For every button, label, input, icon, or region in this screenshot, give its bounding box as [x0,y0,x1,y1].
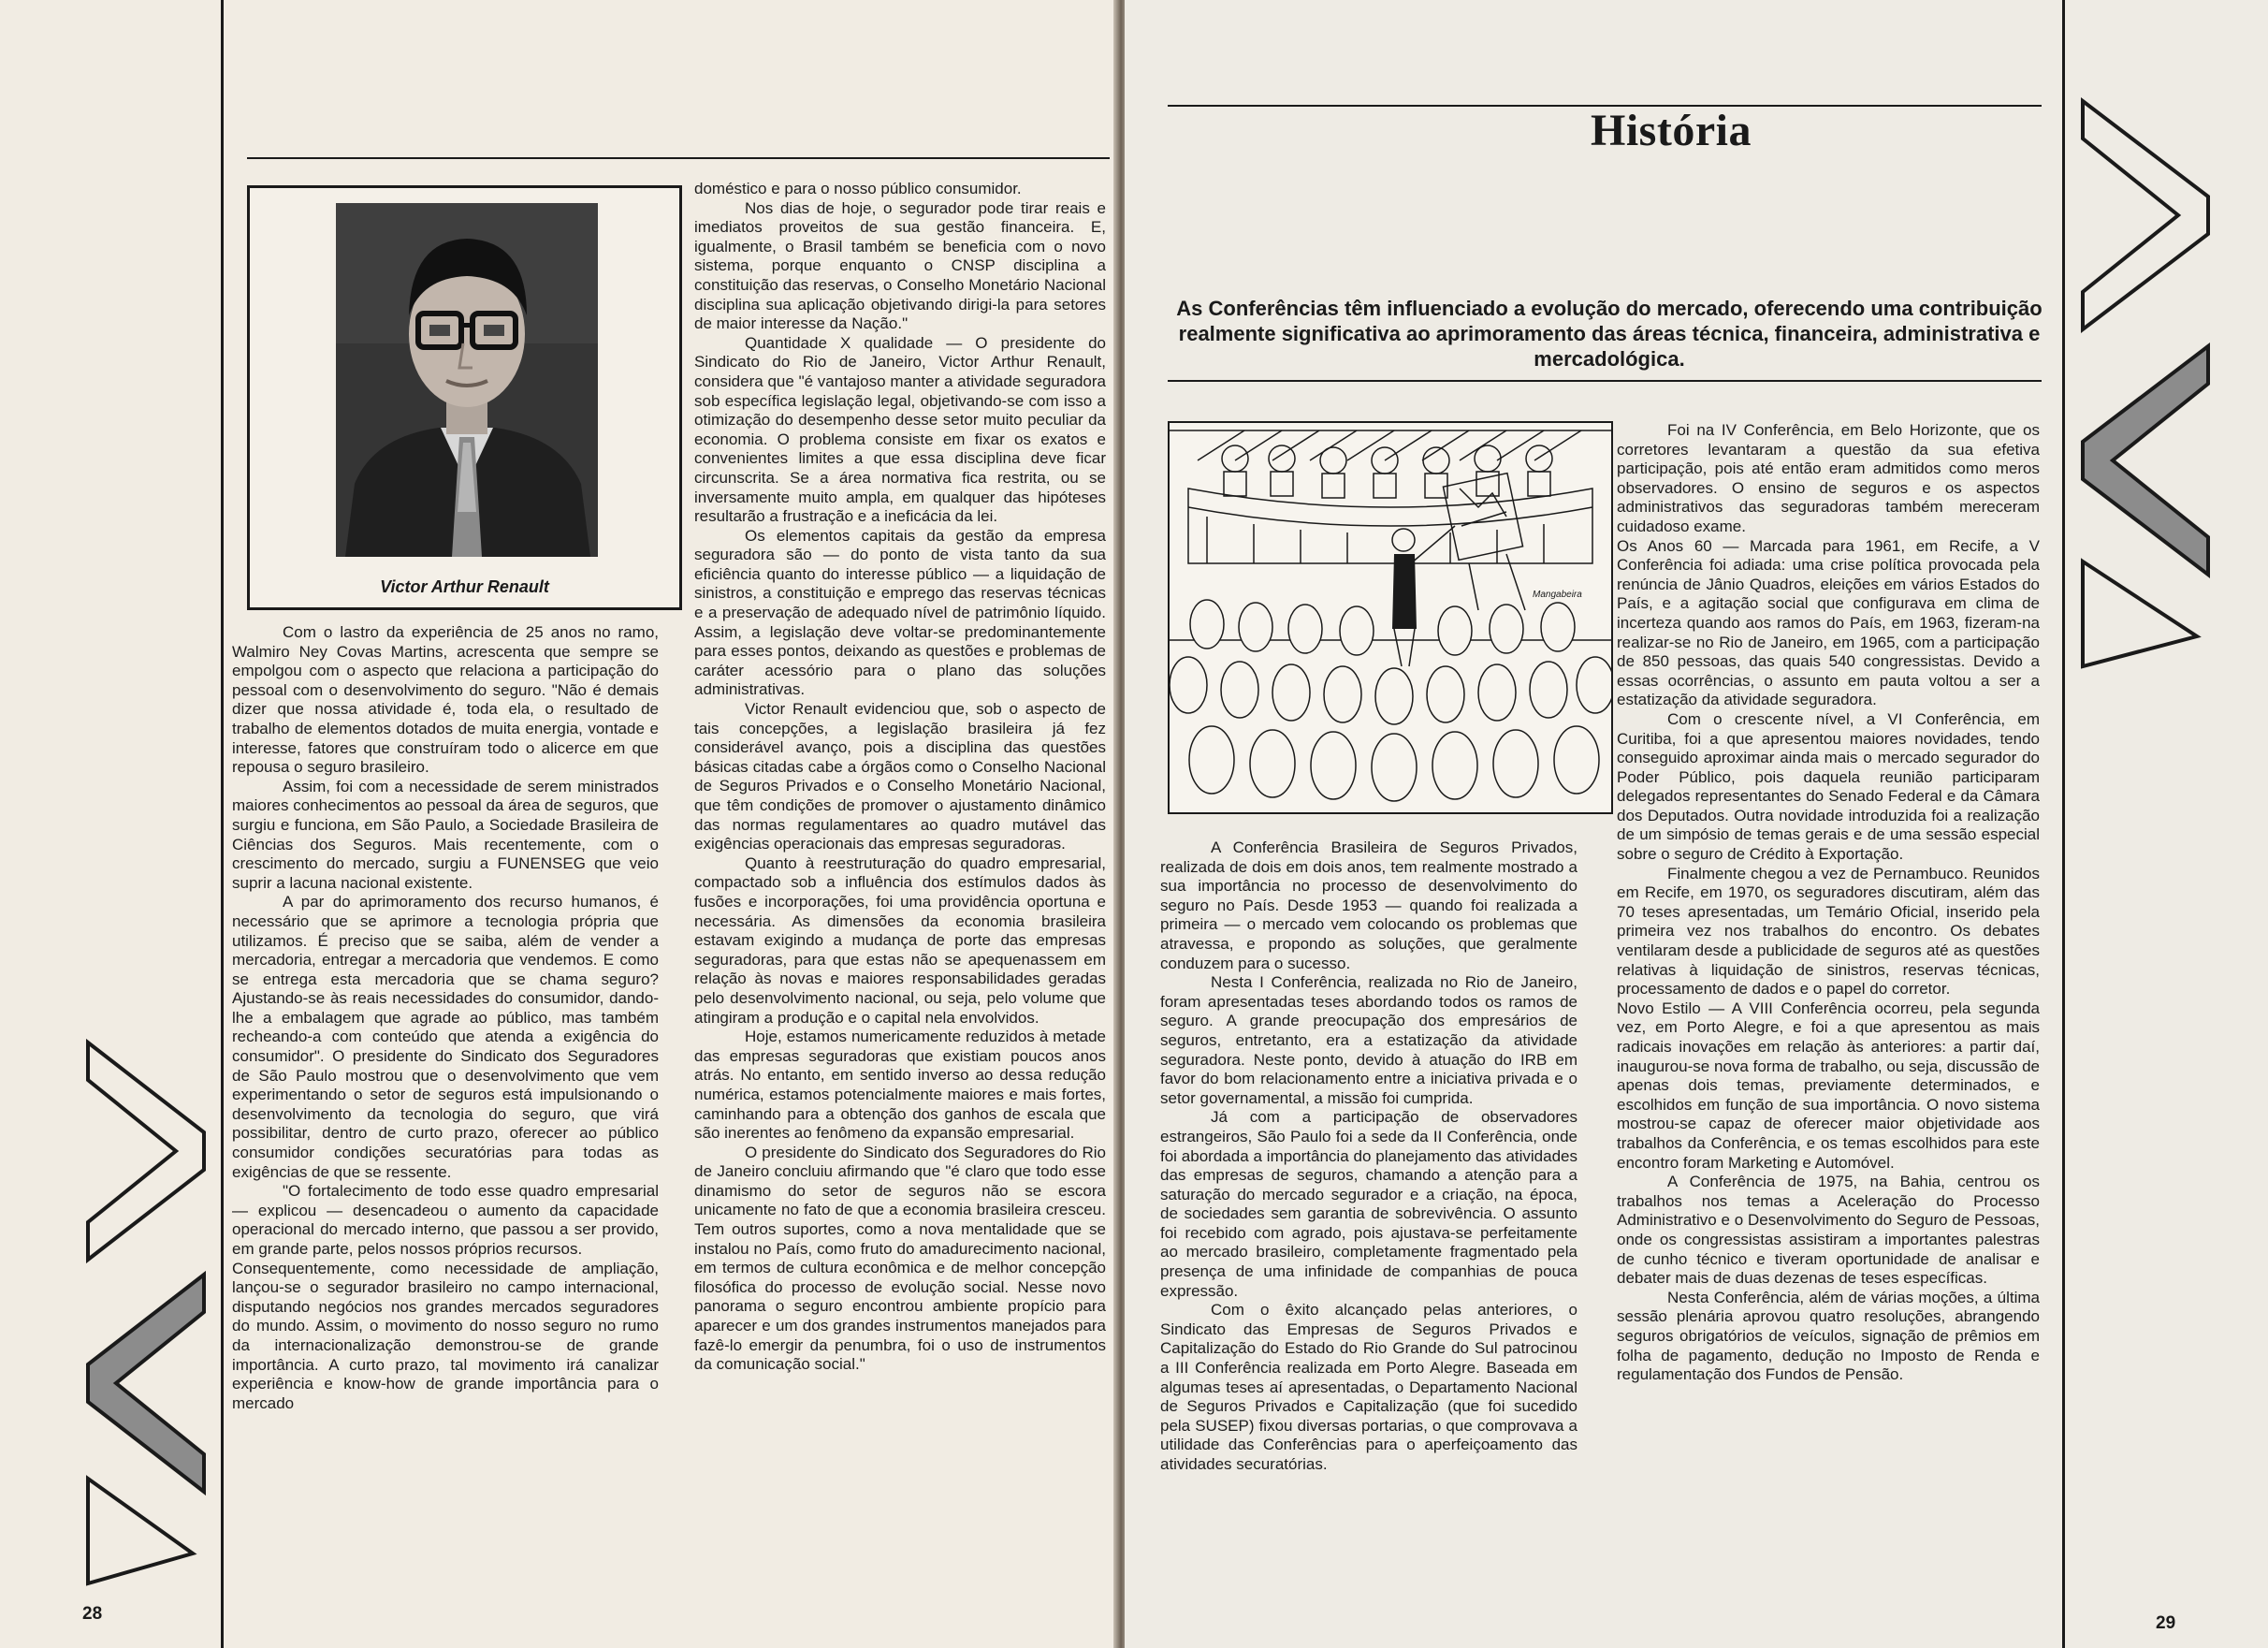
paragraph: Nesta Conferência, além de várias moções, a última sessão plenária aprovou quatro resoluções, abrangendo seguros obrigatórios de veículos, signação de prêmios em folha de pagamento, dedução no Imposto de Renda e regulamentação dos Fundos de Pensão. [1617,1288,2040,1384]
paragraph: Já com a participação de observadores estrangeiros, São Paulo foi a sede da II Conferência, onde foi abordada a importância do planejamento das atividades das empresas de seguros, chamando a atenção para a saturação do mercado segurador e a criação, na época, de sociedades sem garantia de sobrevivência. O assunto foi recebido com agrado, pois ajustava-se perfeitamente ao mercado brasileiro, completamente fragmentado pela presença de uma infinidade de companhias de pouca expressão. [1160,1108,1577,1300]
paragraph: Com o lastro da experiência de 25 anos no ramo, Walmiro Ney Covas Martins, acrescenta que sempre se empolgou com o aspecto que relaciona a participação do pessoal com o desenvolvimento do seguro. "Não é demais dizer que nossa atividade é, toda ela, o resultado de trabalho de elementos dotados de muita energia, vontade e interesse, fatores que construíram todo o alicerce em que repousa o seguro brasileiro. [232,623,659,777]
left-column-1 [232,623,659,1413]
paragraph: A par do aprimoramento dos recurso humanos, é necessário que se aprimore a tecnologia própria que utilizamos. É preciso que se saiba, além de vender a mercadoria, entregar a mercadoria que vendemos. E como se entrega esta mercadoria que se chama seguro? Ajustando-se às reais necessidades do consumidor, dando-lhe a embalagem que agrade ao público, mas também recheando-a com conteúdo que atenda a exigência do consumidor". O presidente do Sindicato dos Seguradores de São Paulo mostrou que o desenvolvimento que vem experimentando o setor de seguros está impulsionando o desenvolvimento da tecnologia do seguro, que virá possibilitar, dentro de curto prazo, oferecer ao público consumidor condições securatórias para todas as exigências de que se ressente. [232,893,659,1181]
portrait-illustration [336,203,598,557]
portrait-caption: Victor Arthur Renault [380,577,549,596]
left-column-2 [694,180,1106,1375]
paragraph: Nesta I Conferência, realizada no Rio de Janeiro, foram apresentadas teses abordando todos os ramos de seguro. A grande preocupação dos empresários de seguros, entretanto, era a estatização da atividade seguradora. Neste ponto, devido à atuação do IRB em favor do bom relacionamento entre a iniciativa privada e o setor governamental, a missão foi cumprida. [1160,973,1577,1107]
left-page [0,0,1117,1648]
conference-cartoon [1168,421,1613,814]
xx-emblem-right [2075,94,2216,674]
cartoon-signature: Mangabeira [1533,590,1582,600]
paragraph: Quanto à reestruturação do quadro empresarial, compactado sob a influência dos estímulos dados às fusões e incorporações, foi uma providência oportuna e necessária. As dimensões da economia brasileira estavam exigindo a mudança de porte das empresas seguradoras, para que estas não se apequenassem em relação às novas e maiores responsabilidades geradas pelo desenvolvimento nacional, ou seja, pelo volume que atingiram a produção e o capital nela envolvidos. [694,853,1106,1027]
deck-headline: As Conferências têm influenciado a evolução do mercado, oferecendo uma contribuição realmente significativa ao aprimoramento das áreas técnica, financeira, administrativa e mercadológica. [1176,297,2043,371]
paragraph: Victor Renault evidenciou que, sob o aspecto de tais concepções, a legislação brasileira já fez considerável avanço, pois a disciplina das questões básicas citadas cabe a órgãos como o Conselho Nacional de Seguros Privados e o Conselho Monetário Nacional, que têm condições de promover o ajustamento dinâmico das normas regulamentares ao quadro mutável das exigências operacionais das empresas seguradoras. [694,700,1106,853]
paragraph: Assim, foi com a necessidade de serem ministrados maiores conhecimentos ao pessoal da área de seguros, que surgiu e funciona, em São Paulo, a Sociedade Brasileira de Ciências dos Seguros. Mais recentemente, com o crescimento do mercado, surgiu a FUNENSEG que veio suprir a lacuna nacional existente. [232,777,659,892]
paragraph: A Conferência Brasileira de Seguros Privados, realizada de dois em dois anos, tem realmente mostrado a sua importância no processo de desenvolvimento do seguro no País. Desde 1953 — quando foi realizada a primeira — o mercado vem colocando os problemas que atravessa, e propondo as soluções, que geralmente conduzem para o sucesso. [1160,839,1577,972]
paragraph: Finalmente chegou a vez de Pernambuco. Reunidos em Recife, em 1970, os seguradores discutiram, além das 70 teses apresentadas, um Temário Oficial, inserido pela primeira vez nos trabalhos do encontro. Os debates ventilaram desde a publicidade de seguros até as questões relativas à liquidação de sinistros, reservas técnicas, processamento de dados e o papel do corretor. [1617,864,2040,999]
left-frame-line [221,0,224,1648]
right-page-number: 29 [2156,1613,2176,1633]
left-page-number: 28 [82,1604,103,1624]
section-title: História [1591,106,1752,155]
paragraph: Foi na IV Conferência, em Belo Horizonte, que os corretores levantaram a questão da sua efetiva participação, pois até então eram admitidos como meros observadores. O ensino de seguros e os aspectos administrativos das seguradoras também mereceram cuidadoso exame. [1617,421,2040,535]
paragraph: Quantidade X qualidade — O presidente do Sindicato do Rio de Janeiro, Victor Arthur Renault, considera que "é vantajoso manter a atividade seguradora sob específica legislação legal, objetivando-se com isso a otimização do desempenho desse setor muito peculiar da economia. O problema consiste em fixar os exatos e convenientes limites a que essa disciplina deve ficar circunscrita. Se a área normativa fica restrita, ou se inversamente muito ampla, em qualquer das hipóteses resultarão a frustração e a ineficácia da lei. [694,333,1106,526]
right-column-2 [1617,421,2040,1385]
xx-emblem-left [80,1029,211,1591]
cartoon-illustration [1170,423,1611,812]
paragraph: Consequentemente, como necessidade de ampliação, lançou-se o segurador brasileiro no campo internacional, disputando negócios nos grandes mercados seguradores do mundo. Assim, o movimento do nosso seguro no rumo da internacionalização demonstrou-se de grande importância. A curto prazo, tal movimento irá canalizar experiência e know-how de grande importância para o mercado [232,1259,659,1412]
deck-bottom-rule [1168,380,2042,382]
portrait-box [247,185,682,610]
paragraph: Novo Estilo — A VIII Conferência ocorreu, pela segunda vez, em Porto Alegre, e foi a que apresentou as mais radicais inovações em relação às anteriores: a partir daí, inaugurou-se nova forma de trabalho, ou seja, discussão de apenas dois temas, previamente determinados, e escolhidos em função de sua importância. O novo sistema mostrou-se capaz de oferecer maior objetividade aos trabalhos da Conferência, e os temas escolhidos para este encontro foram Marketing e Automóvel. [1617,999,2040,1172]
paragraph: "O fortalecimento de todo esse quadro empresarial — explicou — desencadeou o aumento da capacidade operacional do mercado interno, que passou a ser provido, em grande parte, pelos nossos próprios recursos. [232,1182,659,1258]
left-top-rule [247,157,1110,159]
paragraph: Com o crescente nível, a VI Conferência, em Curitiba, foi a que apresentou maiores novidades, tendo conseguido aproximar ainda mais o mercado segurador do Poder Público, pois daquela reunião participaram delegados representantes do Senado Federal e da Câmara dos Deputados. Outra novidade introduzida foi a realização de um simpósio de temas gerais e de uma sessão especial sobre o seguro de Crédito à Exportação. [1617,709,2040,864]
right-column-1 [1160,839,1577,1475]
paragraph: Os Anos 60 — Marcada para 1961, em Recife, a V Conferência foi adiada: uma crise política provocada pela renúncia de Jânio Quadros, eleições em vários Estados do País, e a agitação social que configurava em clima de incerteza quando aos ramos do País, em 1963, fizeram-na realizar-se no Rio de Janeiro, em 1965, com a participação de 850 pessoas, das quais 540 congressistas. Devido a essas ocorrências, o assunto em pauta voltou a ser a estatização da atividade seguradora. [1617,536,2040,709]
portrait-photo [336,203,598,557]
paragraph: Os elementos capitais da gestão da empresa seguradora são — do ponto de vista tanto da sua eficiência quanto do interesse público — a liquidação de sinistros, a constituição e emprego das reservas técnicas e a preservação de adequado nível de patrimônio líquido. Assim, a legislação deve voltar-se predominantemente para esses pontos, deixando as questões e problemas de caráter acessório para o plano das soluções administrativas. [694,526,1106,699]
paragraph: Com o êxito alcançado pelas anteriores, o Sindicato das Empresas de Seguros Privados e Capitalização do Estado do Rio Grande do Sul patrocinou a III Conferência realizada em Porto Alegre. Baseada em algumas teses aí apresentadas, o Departamento Nacional de Seguros Privados e Capitalização (que foi sucedido pela SUSEP) fixou diversas portarias, o que comprovava a utilidade das Conferências para o aperfeiçoamento das atividades securatórias. [1160,1301,1577,1473]
right-frame-line-outer [2062,0,2065,1648]
paragraph: Hoje, estamos numericamente reduzidos à metade das empresas seguradoras que existiam poucos anos atrás. No entanto, em sentido inverso ao dessa redução numérica, estamos potencialmente maiores e mais fortes, caminhando para a obtenção dos ganhos de escala que são inerentes ao fenômeno da expansão empresarial. [694,1028,1106,1143]
paragraph: doméstico e para o nosso público consumidor. [694,180,1022,197]
paragraph: Nos dias de hoje, o segurador pode tirar reais e imediatos proveitos de sua gestão financeira. E, igualmente, o Brasil também se beneficia com o novo sistema, porque enquanto o CNSP disciplina a constituição das reservas, o Conselho Monetário Nacional disciplina sua aplicação objetivando dirigi-la para setores de maior interesse da Nação." [694,198,1106,333]
paragraph: A Conferência de 1975, na Bahia, centrou os trabalhos nos temas a Aceleração do Processo Administrativo e o Desenvolvimento do Seguro de Pessoas, onde os congressistas assistiram a importantes palestras de cunho técnico e tiveram oportunidade de analisar e debater mais de duas dezenas de teses específicas. [1617,1173,2040,1288]
paragraph: O presidente do Sindicato dos Seguradores do Rio de Janeiro concluiu afirmando que "é claro que todo esse dinamismo do setor de seguros não se escora unicamente no fato de que a economia brasileira cresceu. Tem outros suportes, como a nova mentalidade que se instalou no País, como fruto do amadurecimento nacional, em termos de cultura econômica e de melhor concepção filosófica do processo de evolução social. Nesse novo panorama o seguro encontrou ambiente propício para aparecer e um dos grandes instrumentos manejados para fazê-lo emergir da penumbra, foi o uso de instrumentos da comunicação social." [694,1143,1106,1374]
